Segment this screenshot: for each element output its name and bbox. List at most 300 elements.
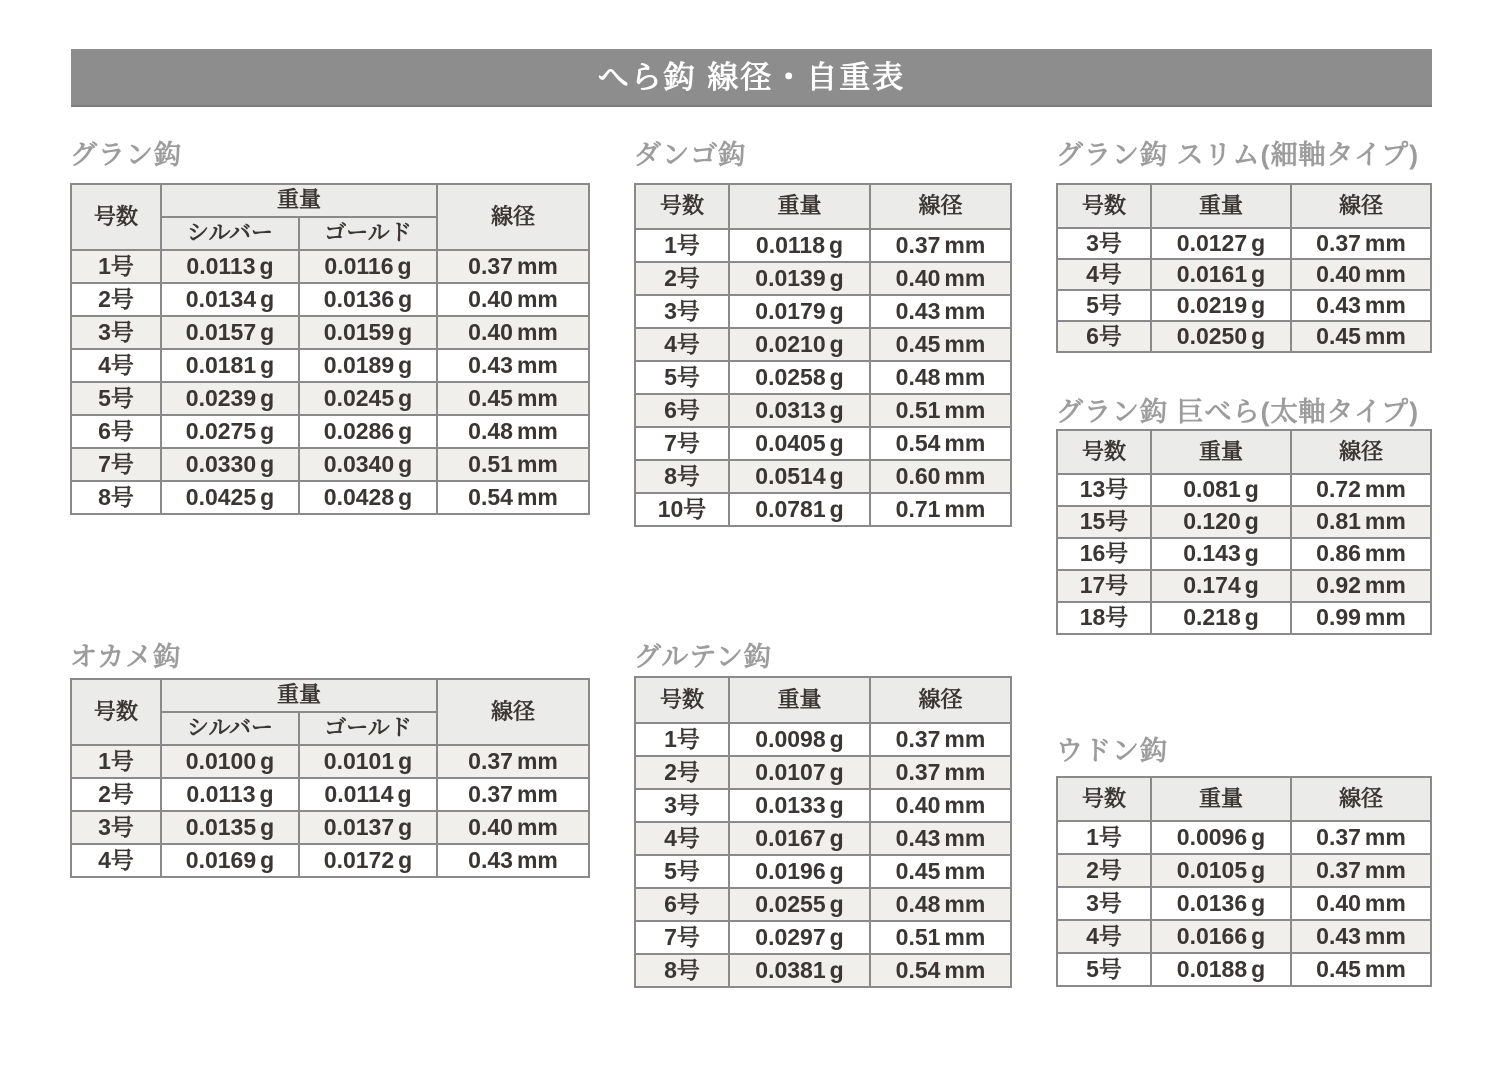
- unit-label: mm: [516, 780, 558, 807]
- table-gran-slim-hook: [1056, 183, 1432, 353]
- unit-label: g: [260, 417, 275, 444]
- table-gluten-hook: [634, 676, 1012, 988]
- col-header-diameter: 線径: [1291, 777, 1431, 821]
- col-header-weight: 重量: [161, 184, 437, 217]
- cell-diameter: 0.43 mm: [1291, 290, 1431, 321]
- cell-size: 3号: [1057, 228, 1151, 259]
- unit-label: g: [1244, 476, 1259, 503]
- section-gluten-hook: [634, 643, 1010, 988]
- unit-label: g: [398, 747, 413, 774]
- cell-diameter: 0.54 mm: [870, 954, 1011, 987]
- cell-size: 2号: [1057, 854, 1151, 887]
- cell-weight: 0.0157 g: [161, 316, 299, 349]
- cell-weight: 0.0239 g: [161, 382, 299, 415]
- unit-label: mm: [1364, 922, 1406, 949]
- cell-weight: 0.0219 g: [1151, 290, 1291, 321]
- unit-label: mm: [1364, 508, 1406, 535]
- cell-weight: 0.0166 g: [1151, 920, 1291, 953]
- unit-label: mm: [516, 417, 558, 444]
- table-row: [635, 460, 1011, 493]
- cell-size: 3号: [635, 789, 729, 822]
- section-dango-hook: [634, 141, 1010, 527]
- cell-weight: 0.0136 g: [1151, 887, 1291, 920]
- table-row: [1057, 570, 1431, 602]
- unit-label: g: [397, 252, 412, 279]
- cell-diameter: 0.37 mm: [1291, 228, 1431, 259]
- table-row: [635, 921, 1011, 954]
- unit-label: mm: [516, 384, 558, 411]
- cell-weight: 0.218 g: [1151, 602, 1291, 634]
- section-gran-slim-hook: [1056, 141, 1430, 353]
- cell-weight: 0.0179 g: [729, 295, 870, 328]
- table-row: [635, 394, 1011, 427]
- cell-size: 7号: [635, 427, 729, 460]
- cell-size: 6号: [1057, 321, 1151, 352]
- col-header-weight: 重量: [729, 184, 870, 229]
- cell-weight: 0.174 g: [1151, 570, 1291, 602]
- cell-size: 8号: [71, 481, 161, 514]
- unit-label: mm: [1364, 823, 1406, 850]
- cell-weight: 0.0428 g: [299, 481, 437, 514]
- cell-diameter: 0.37 mm: [1291, 821, 1431, 854]
- table-row: [1057, 321, 1431, 352]
- unit-label: g: [829, 890, 844, 917]
- unit-label: g: [829, 758, 844, 785]
- unit-label: g: [260, 747, 275, 774]
- section-title: グラン鈎 スリム(細軸タイプ): [1056, 140, 1420, 170]
- cell-size: 5号: [635, 855, 729, 888]
- cell-weight: 0.0188 g: [1151, 953, 1291, 986]
- unit-label: g: [260, 285, 275, 312]
- table-row: [71, 811, 589, 844]
- cell-size: 4号: [71, 349, 161, 382]
- col-header-diameter: 線径: [870, 677, 1011, 723]
- unit-label: mm: [516, 813, 558, 840]
- unit-label: mm: [1364, 476, 1406, 503]
- cell-weight: 0.0172 g: [299, 844, 437, 877]
- cell-size: 4号: [71, 844, 161, 877]
- unit-label: g: [260, 450, 275, 477]
- table-row: [635, 328, 1011, 361]
- table-row: [1057, 290, 1431, 321]
- cell-size: 7号: [635, 921, 729, 954]
- table-row: [635, 822, 1011, 855]
- cell-weight: 0.0105 g: [1151, 854, 1291, 887]
- unit-label: g: [829, 462, 844, 489]
- cell-size: 5号: [1057, 953, 1151, 986]
- cell-diameter: 0.37 mm: [437, 778, 589, 811]
- unit-label: mm: [944, 725, 986, 752]
- table-row: [1057, 506, 1431, 538]
- cell-weight: 0.0114 g: [299, 778, 437, 811]
- cell-weight: 0.0340 g: [299, 448, 437, 481]
- unit-label: g: [1251, 229, 1266, 256]
- cell-diameter: 0.40 mm: [437, 283, 589, 316]
- cell-diameter: 0.92 mm: [1291, 570, 1431, 602]
- page-title-banner: [71, 49, 1432, 107]
- unit-label: g: [829, 330, 844, 357]
- cell-weight: 0.0297 g: [729, 921, 870, 954]
- section-title: オカメ鈎: [70, 642, 182, 672]
- cell-weight: 0.0133 g: [729, 789, 870, 822]
- unit-label: g: [829, 396, 844, 423]
- cell-weight: 0.120 g: [1151, 506, 1291, 538]
- table-row: [635, 756, 1011, 789]
- cell-size: 6号: [635, 888, 729, 921]
- col-header-size: 号数: [71, 184, 161, 250]
- table-row: [71, 382, 589, 415]
- unit-label: mm: [516, 285, 558, 312]
- col-header-diameter: 線径: [1291, 430, 1431, 474]
- unit-label: mm: [944, 758, 986, 785]
- unit-label: g: [1251, 889, 1266, 916]
- cell-weight: 0.0167 g: [729, 822, 870, 855]
- unit-label: mm: [944, 857, 986, 884]
- unit-label: mm: [1364, 291, 1406, 318]
- col-header-diameter: 線径: [437, 184, 589, 250]
- unit-label: g: [829, 495, 844, 522]
- cell-weight: 0.0161 g: [1151, 259, 1291, 290]
- table-row: [1057, 259, 1431, 290]
- unit-label: mm: [944, 297, 986, 324]
- cell-size: 10号: [635, 493, 729, 526]
- unit-label: mm: [944, 330, 986, 357]
- unit-label: g: [1251, 823, 1266, 850]
- col-header-size: 号数: [1057, 430, 1151, 474]
- unit-label: g: [1251, 955, 1266, 982]
- section-title: グラン鈎: [70, 140, 182, 170]
- cell-weight: 0.0113 g: [161, 778, 299, 811]
- unit-label: g: [398, 450, 413, 477]
- cell-size: 4号: [635, 328, 729, 361]
- table-row: [71, 415, 589, 448]
- cell-weight: 0.143 g: [1151, 538, 1291, 570]
- unit-label: mm: [944, 791, 986, 818]
- unit-label: mm: [944, 495, 986, 522]
- section-title: ウドン鈎: [1056, 736, 1168, 766]
- unit-label: g: [829, 363, 844, 390]
- table-row: [71, 316, 589, 349]
- unit-label: g: [260, 483, 275, 510]
- section-okame-hook: [70, 643, 588, 878]
- col-header-size: 号数: [635, 677, 729, 723]
- unit-label: g: [260, 846, 275, 873]
- cell-diameter: 0.37 mm: [870, 756, 1011, 789]
- cell-weight: 0.0210 g: [729, 328, 870, 361]
- cell-weight: 0.0258 g: [729, 361, 870, 394]
- cell-diameter: 0.51 mm: [870, 921, 1011, 954]
- unit-label: mm: [516, 318, 558, 345]
- cell-weight: 0.0113 g: [161, 250, 299, 283]
- table-row: [71, 349, 589, 382]
- table-row: [635, 361, 1011, 394]
- unit-label: mm: [944, 396, 986, 423]
- cell-weight: 0.0118 g: [729, 229, 870, 262]
- table-row: [635, 427, 1011, 460]
- unit-label: g: [829, 231, 844, 258]
- table-row: [71, 745, 589, 778]
- cell-diameter: 0.45 mm: [437, 382, 589, 415]
- cell-weight: 0.0245 g: [299, 382, 437, 415]
- unit-label: mm: [944, 824, 986, 851]
- cell-diameter: 0.43 mm: [437, 349, 589, 382]
- unit-label: g: [398, 846, 413, 873]
- cell-weight: 0.0781 g: [729, 493, 870, 526]
- cell-weight: 0.081 g: [1151, 474, 1291, 506]
- section-title: グルテン鈎: [634, 642, 772, 672]
- unit-label: g: [398, 384, 413, 411]
- cell-size: 7号: [71, 448, 161, 481]
- cell-diameter: 0.72 mm: [1291, 474, 1431, 506]
- unit-label: mm: [944, 231, 986, 258]
- cell-weight: 0.0136 g: [299, 283, 437, 316]
- unit-label: mm: [944, 923, 986, 950]
- table-row: [635, 789, 1011, 822]
- cell-weight: 0.0159 g: [299, 316, 437, 349]
- col-header-size: 号数: [1057, 777, 1151, 821]
- unit-label: g: [1244, 604, 1259, 631]
- cell-size: 4号: [635, 822, 729, 855]
- table-dango-hook: [634, 183, 1012, 527]
- cell-weight: 0.0116 g: [299, 250, 437, 283]
- cell-weight: 0.0127 g: [1151, 228, 1291, 259]
- cell-size: 15号: [1057, 506, 1151, 538]
- unit-label: mm: [1364, 260, 1406, 287]
- unit-label: g: [398, 285, 413, 312]
- table-row: [1057, 602, 1431, 634]
- cell-diameter: 0.40 mm: [437, 316, 589, 349]
- unit-label: g: [829, 297, 844, 324]
- unit-label: g: [259, 780, 274, 807]
- section-gran-kyohera-hook: [1056, 398, 1430, 635]
- unit-label: g: [398, 318, 413, 345]
- col-header-weight: 重量: [1151, 430, 1291, 474]
- unit-label: mm: [1364, 889, 1406, 916]
- table-row: [1057, 228, 1431, 259]
- cell-diameter: 0.60 mm: [870, 460, 1011, 493]
- cell-size: 1号: [1057, 821, 1151, 854]
- cell-size: 2号: [635, 262, 729, 295]
- cell-diameter: 0.43 mm: [870, 822, 1011, 855]
- unit-label: mm: [516, 747, 558, 774]
- col-header-size: 号数: [71, 679, 161, 745]
- unit-label: mm: [1364, 322, 1406, 349]
- unit-label: g: [1244, 540, 1259, 567]
- unit-label: g: [398, 483, 413, 510]
- cell-diameter: 0.37 mm: [437, 250, 589, 283]
- unit-label: g: [829, 857, 844, 884]
- unit-label: mm: [1364, 856, 1406, 883]
- cell-diameter: 0.37 mm: [1291, 854, 1431, 887]
- cell-weight: 0.0169 g: [161, 844, 299, 877]
- cell-diameter: 0.40 mm: [870, 262, 1011, 295]
- cell-weight: 0.0101 g: [299, 745, 437, 778]
- cell-size: 3号: [635, 295, 729, 328]
- cell-size: 3号: [71, 316, 161, 349]
- cell-size: 1号: [635, 229, 729, 262]
- table-okame-hook: [70, 678, 590, 878]
- cell-diameter: 0.37 mm: [870, 723, 1011, 756]
- cell-size: 2号: [635, 756, 729, 789]
- table-row: [635, 888, 1011, 921]
- table-row: [635, 295, 1011, 328]
- table-row: [1057, 854, 1431, 887]
- unit-label: mm: [516, 846, 558, 873]
- cell-weight: 0.0381 g: [729, 954, 870, 987]
- cell-size: 16号: [1057, 538, 1151, 570]
- col-header-weight: 重量: [1151, 777, 1291, 821]
- table-row: [1057, 821, 1431, 854]
- unit-label: g: [829, 824, 844, 851]
- cell-size: 3号: [1057, 887, 1151, 920]
- table-row: [1057, 538, 1431, 570]
- unit-label: g: [829, 923, 844, 950]
- cell-weight: 0.0107 g: [729, 756, 870, 789]
- cell-diameter: 0.51 mm: [870, 394, 1011, 427]
- cell-weight: 0.0098 g: [729, 723, 870, 756]
- cell-diameter: 0.71 mm: [870, 493, 1011, 526]
- unit-label: g: [398, 417, 413, 444]
- unit-label: mm: [516, 252, 558, 279]
- unit-label: mm: [944, 264, 986, 291]
- cell-size: 5号: [635, 361, 729, 394]
- unit-label: g: [398, 813, 413, 840]
- cell-size: 1号: [71, 745, 161, 778]
- section-title: ダンゴ鈎: [634, 140, 747, 170]
- unit-label: mm: [1364, 604, 1406, 631]
- section-udon-hook: [1056, 737, 1430, 987]
- unit-label: mm: [516, 351, 558, 378]
- table-row: [1057, 920, 1431, 953]
- unit-label: mm: [1364, 955, 1406, 982]
- unit-label: g: [260, 813, 275, 840]
- cell-diameter: 0.37 mm: [437, 745, 589, 778]
- cell-weight: 0.0255 g: [729, 888, 870, 921]
- table-row: [1057, 887, 1431, 920]
- cell-diameter: 0.43 mm: [1291, 920, 1431, 953]
- cell-diameter: 0.86 mm: [1291, 538, 1431, 570]
- cell-size: 13号: [1057, 474, 1151, 506]
- unit-label: mm: [516, 483, 558, 510]
- cell-size: 17号: [1057, 570, 1151, 602]
- cell-diameter: 0.40 mm: [870, 789, 1011, 822]
- unit-label: g: [260, 318, 275, 345]
- section-gran-hook: [70, 141, 588, 515]
- cell-size: 4号: [1057, 259, 1151, 290]
- unit-label: mm: [1364, 540, 1406, 567]
- cell-diameter: 0.45 mm: [1291, 953, 1431, 986]
- unit-label: g: [1244, 508, 1259, 535]
- cell-weight: 0.0196 g: [729, 855, 870, 888]
- cell-size: 18号: [1057, 602, 1151, 634]
- table-gran-kyohera-hook: [1056, 429, 1432, 635]
- col-header-silver: シルバー: [161, 712, 299, 745]
- col-header-weight: 重量: [161, 679, 437, 712]
- cell-weight: 0.0189 g: [299, 349, 437, 382]
- cell-diameter: 0.54 mm: [437, 481, 589, 514]
- cell-diameter: 0.43 mm: [870, 295, 1011, 328]
- table-row: [635, 855, 1011, 888]
- col-header-gold: ゴールド: [299, 712, 437, 745]
- table-row: [71, 844, 589, 877]
- cell-weight: 0.0135 g: [161, 811, 299, 844]
- unit-label: mm: [944, 363, 986, 390]
- col-header-gold: ゴールド: [299, 217, 437, 250]
- col-header-size: 号数: [1057, 184, 1151, 228]
- unit-label: mm: [1364, 229, 1406, 256]
- col-header-weight: 重量: [1151, 184, 1291, 228]
- cell-weight: 0.0275 g: [161, 415, 299, 448]
- cell-size: 5号: [1057, 290, 1151, 321]
- unit-label: g: [829, 429, 844, 456]
- cell-weight: 0.0514 g: [729, 460, 870, 493]
- cell-size: 1号: [71, 250, 161, 283]
- cell-weight: 0.0405 g: [729, 427, 870, 460]
- unit-label: mm: [516, 450, 558, 477]
- cell-diameter: 0.48 mm: [870, 888, 1011, 921]
- col-header-diameter: 線径: [870, 184, 1011, 229]
- unit-label: g: [398, 351, 413, 378]
- cell-diameter: 0.48 mm: [870, 361, 1011, 394]
- table-row: [635, 229, 1011, 262]
- table-row: [71, 283, 589, 316]
- table-udon-hook: [1056, 776, 1432, 987]
- col-header-silver: シルバー: [161, 217, 299, 250]
- cell-diameter: 0.45 mm: [870, 328, 1011, 361]
- cell-weight: 0.0137 g: [299, 811, 437, 844]
- cell-size: 2号: [71, 778, 161, 811]
- cell-weight: 0.0100 g: [161, 745, 299, 778]
- unit-label: g: [829, 264, 844, 291]
- unit-label: g: [829, 956, 844, 983]
- unit-label: g: [1251, 322, 1266, 349]
- cell-size: 1号: [635, 723, 729, 756]
- unit-label: g: [1244, 572, 1259, 599]
- cell-weight: 0.0181 g: [161, 349, 299, 382]
- unit-label: g: [1251, 291, 1266, 318]
- unit-label: mm: [944, 462, 986, 489]
- cell-diameter: 0.81 mm: [1291, 506, 1431, 538]
- table-row: [635, 262, 1011, 295]
- cell-diameter: 0.43 mm: [437, 844, 589, 877]
- unit-label: g: [829, 725, 844, 752]
- table-row: [1057, 474, 1431, 506]
- cell-weight: 0.0134 g: [161, 283, 299, 316]
- cell-size: 2号: [71, 283, 161, 316]
- cell-diameter: 0.40 mm: [1291, 259, 1431, 290]
- unit-label: mm: [944, 956, 986, 983]
- cell-diameter: 0.51 mm: [437, 448, 589, 481]
- cell-diameter: 0.37 mm: [870, 229, 1011, 262]
- table-row: [71, 250, 589, 283]
- cell-diameter: 0.99 mm: [1291, 602, 1431, 634]
- table-row: [71, 448, 589, 481]
- cell-diameter: 0.45 mm: [1291, 321, 1431, 352]
- section-title: グラン鈎 巨べら(太軸タイプ): [1056, 397, 1420, 427]
- unit-label: g: [829, 791, 844, 818]
- cell-weight: 0.0425 g: [161, 481, 299, 514]
- unit-label: mm: [1364, 572, 1406, 599]
- table-gran-hook: [70, 183, 590, 515]
- unit-label: g: [397, 780, 412, 807]
- table-row: [71, 778, 589, 811]
- cell-weight: 0.0330 g: [161, 448, 299, 481]
- cell-size: 8号: [635, 460, 729, 493]
- table-row: [635, 493, 1011, 526]
- unit-label: g: [260, 351, 275, 378]
- table-row: [1057, 953, 1431, 986]
- col-header-size: 号数: [635, 184, 729, 229]
